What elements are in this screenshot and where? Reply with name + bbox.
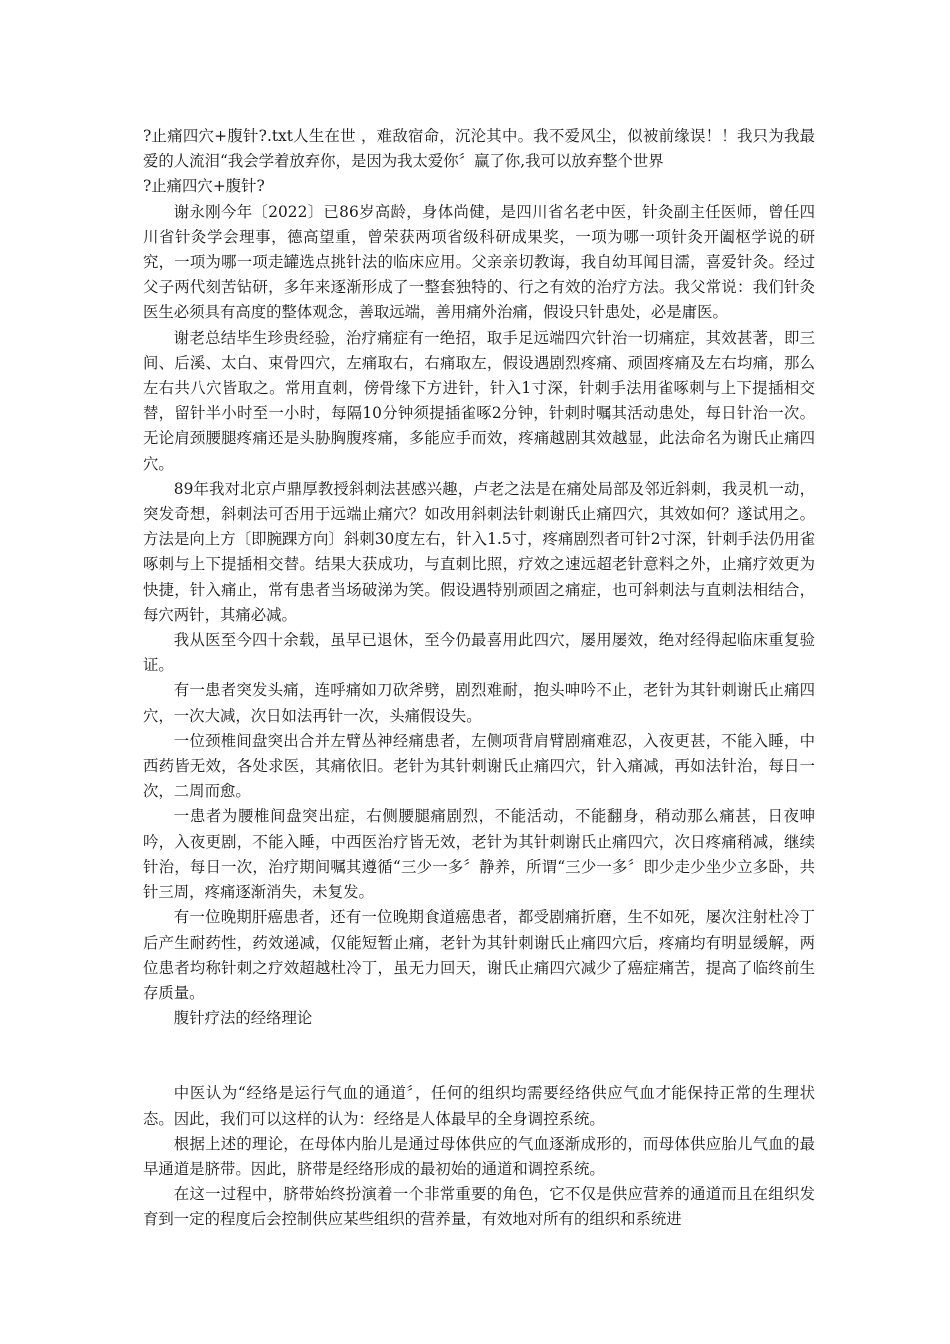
paragraph: 一位颈椎间盘突出合并左臂丛神经痛患者，左侧项背肩臂剧痛难忍，入夜更甚，不能入睡，中西药皆无效，各处求医，其痛依旧。老针为其针刺谢氏止痛四穴，针入痛减，再如法针治，每日一次，二周而愈。 [143,731,815,801]
paragraph: 谢永刚今年〔2022〕已86岁高龄，身体尚健，是四川省名老中医，针灸副主任医师，曾任四川省针灸学会理事，德高望重，曾荣获两项省级科研成果奖，一项为哪一项针灸开阖枢学说的研究，一项为哪一项走罐选点挑针法的临床应用。父亲亲切教诲，我自幼耳闻目濡，喜爱针灸。经过父子两代刻苦钻研，多年来逐渐形成了一整套独特的、行之有效的治疗方法。我父常说：我们针灸医生必须具有高度的整体观念，善取远端，善用痛外治痛，假设只针患处，必是庸医。 [143,202,815,322]
paragraph: 一患者为腰椎间盘突出症，右侧腰腿痛剧烈，不能活动，不能翻身，稍动那么痛甚，日夜呻吟，入夜更剧，不能入睡，中西医治疗皆无效，老针为其针刺谢氏止痛四穴，次日疼痛稍减，继续针治，每日一次，治疗期间嘱其遵循“三少一多〞静养，所谓“三少一多〞即少走少坐少立多卧，共针三周，疼痛逐渐消失，未复发。 [143,807,815,902]
paragraph: 在这一过程中，脐带始终扮演着一个非常重要的角色，它不仅是供应营养的通道而且在组织发育到一定的程度后会控制供应某些组织的营养量，有效地对所有的组织和系统进 [143,1185,815,1229]
header-text: ?止痛四穴+腹针?.txt人生在世 ，难敌宿命，沉沦其中。我不爱风尘，似被前缘误！！我只为我最爱的人流泪“我会学着放弃你，是因为我太爱你〞赢了你,我可以放弃整个世界 [143,127,815,171]
section-heading: 腹针疗法的经络理论 [173,1009,313,1028]
paragraph: 有一患者突发头痛，连呼痛如刀砍斧劈，剧烈难耐，抱头呻吟不止，老针为其针刺谢氏止痛四穴，一次大减，次日如法再针一次，头痛假设失。 [143,681,815,725]
document-title: ?止痛四穴+腹针? [143,177,265,196]
document-page [143,124,815,1233]
paragraph: 89年我对北京卢鼎厚教授斜刺法甚感兴趣，卢老之法是在痛处局部及邻近斜刺，我灵机一动，突发奇想，斜刺法可否用于远端止痛穴？如改用斜刺法针刺谢氏止痛四穴，其效如何？遂试用之。方法是向上方〔即腕踝方向〕斜刺30度左右，针入1.5寸，疼痛剧烈者可针2寸深，针刺手法仍用雀啄刺与上下提插相交替。结果大获成功，与直刺比照，疗效之速远超老针意料之外，止痛疗效更为快捷，针入痛止，常有患者当场破涕为笑。假设遇特别顽固之痛症，也可斜刺法与直刺法相结合，每穴两针，其痛必减。 [143,479,815,624]
paragraph: 谢老总结毕生珍贵经验，治疗痛症有一绝招，取手足远端四穴针治一切痛症，其效甚著，即三间、后溪、太白、束骨四穴，左痛取右，右痛取左，假设遇剧烈疼痛、顽固疼痛及左右均痛，那么左右共八穴皆取之。常用直刺，傍骨缘下方进针，针入1寸深，针刺手法用雀啄刺与上下提插相交替，留针半小时至一小时，每隔10分钟须提插雀啄2分钟，针刺时嘱其活动患处，每日针治一次。无论肩颈腰腿疼痛还是头胁胸腹疼痛，多能应手而效，疼痛越剧其效越显，此法命名为谢氏止痛四穴。 [143,328,815,473]
paragraph: 有一位晚期肝癌患者，还有一位晚期食道癌患者，都受剧痛折磨，生不如死，屡次注射杜冷丁后产生耐药性，药效递减，仅能短暂止痛，老针为其针刺谢氏止痛四穴后，疼痛均有明显缓解，两位患者均称针刺之疗效超越杜冷丁，虽无力回天，谢氏止痛四穴减少了癌症痛苦，提高了临终前生存质量。 [143,908,815,1002]
paragraph: 根据上述的理论，在母体内胎儿是通过母体供应的气血逐渐成形的，而母体供应胎儿气血的最早通道是脐带。因此，脐带是经络形成的最初始的通道和调控系统。 [143,1134,815,1178]
paragraph: 我从医至今四十余载，虽早已退休，至今仍最喜用此四穴，屡用屡效，绝对经得起临床重复验证。 [143,631,815,675]
section-spacer [143,1031,815,1081]
paragraph: 中医认为“经络是运行气血的通道〞，任何的组织均需要经络供应气血才能保持正常的生理状态。因此，我们可以这样的认为：经络是人体最早的全身调控系统。 [143,1084,815,1128]
